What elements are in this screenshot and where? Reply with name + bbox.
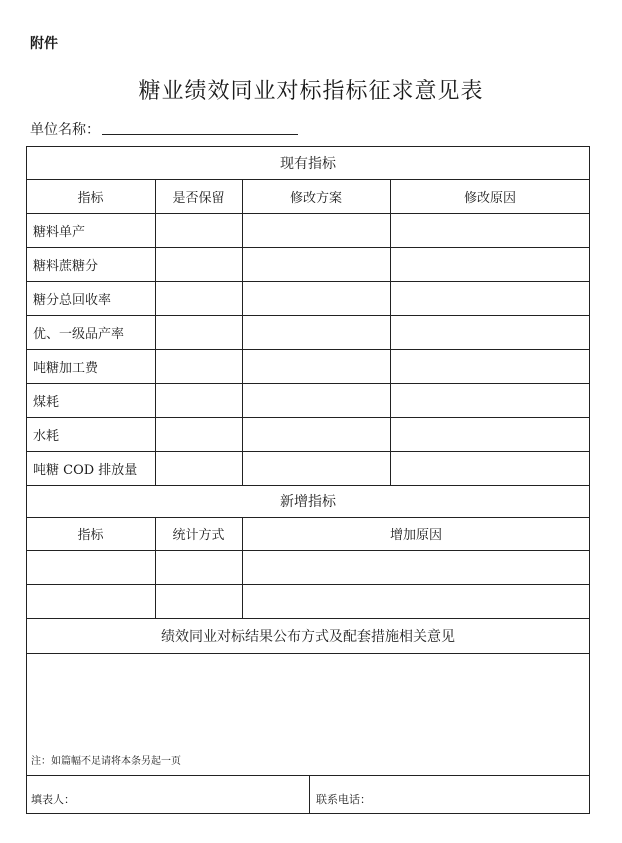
new-column-header-reason: 增加原因 [389, 528, 442, 543]
opinion-note: 注：如篇幅不足请将本条另起一页 [31, 756, 181, 767]
unit-name-field[interactable] [102, 134, 298, 135]
rule [26, 775, 590, 776]
rule [390, 179, 391, 485]
row-label-water-consumption: 水耗 [33, 428, 60, 444]
new-column-header-method: 统计方式 [172, 528, 225, 543]
column-header-indicator: 指标 [77, 190, 104, 206]
rule [309, 775, 310, 814]
column-header-keep: 是否保留 [172, 190, 225, 206]
column-header-revision-plan: 修改方案 [289, 190, 342, 206]
new-section-title: 新增指标 [280, 494, 336, 510]
page-title: 糖业绩效同业对标指标征求意见表 [138, 79, 484, 104]
column-header-revision-reason: 修改原因 [463, 190, 516, 206]
row-label-cane-sugar-content: 糖料蔗糖分 [33, 258, 99, 274]
row-label-coal-consumption: 煤耗 [33, 394, 60, 410]
existing-section-title: 现有指标 [280, 155, 336, 172]
unit-name-label: 单位名称： [30, 122, 100, 138]
rule [155, 179, 156, 485]
filler-label: 填表人： [31, 793, 75, 806]
rule [26, 550, 590, 551]
row-label-total-recovery: 糖分总回收率 [33, 292, 112, 308]
rule [26, 584, 590, 585]
rule [242, 179, 243, 485]
row-label-cane-yield: 糖料单产 [33, 224, 86, 240]
rule [26, 653, 590, 654]
row-label-grade-rate: 优、一级品产率 [33, 326, 125, 342]
opinion-section-title: 绩效同业对标结果公布方式及配套措施相关意见 [161, 628, 455, 645]
phone-label: 联系电话： [316, 793, 371, 806]
row-label-cod-emission: 吨糖 COD 排放量 [33, 462, 138, 478]
attachment-label: 附件 [30, 36, 58, 52]
new-column-header-indicator: 指标 [77, 528, 104, 543]
row-label-processing-fee: 吨糖加工费 [33, 360, 99, 376]
